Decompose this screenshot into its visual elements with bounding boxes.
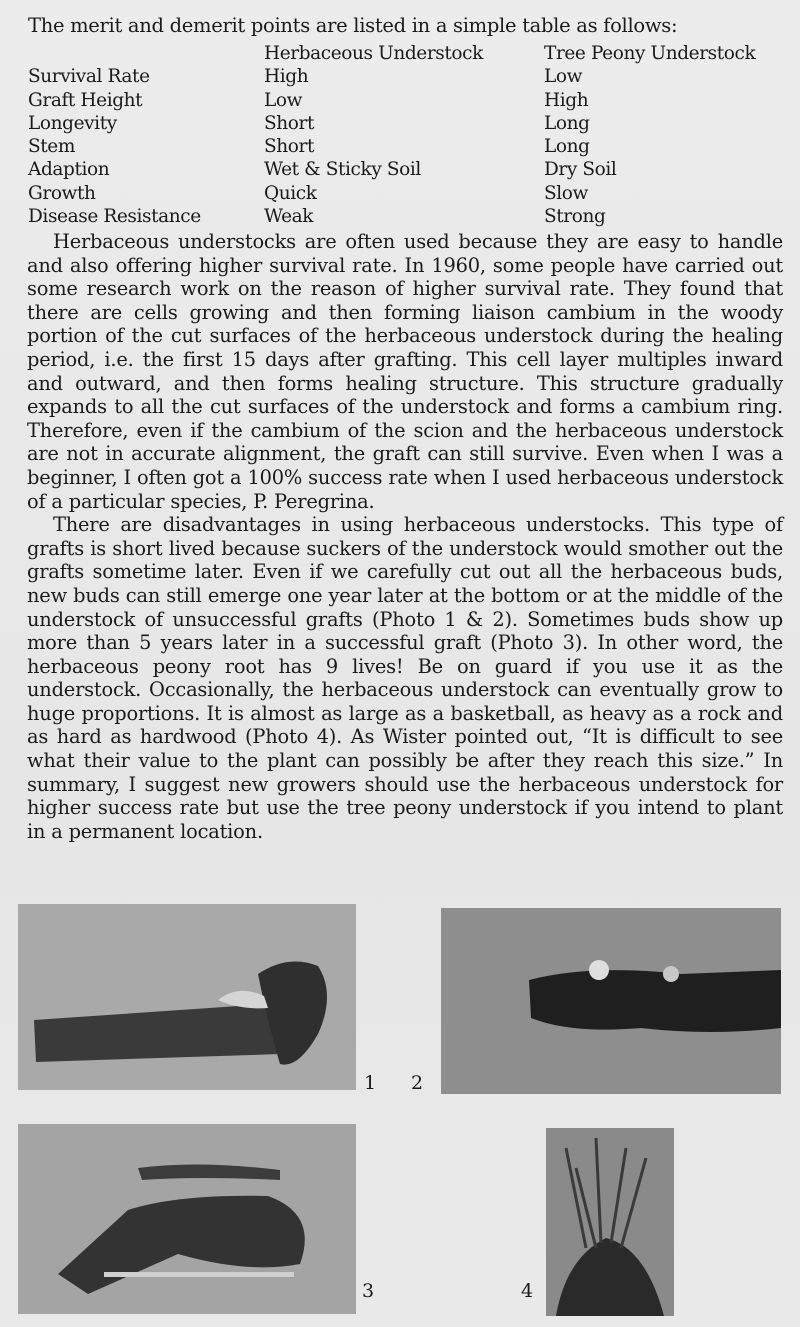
table-cell: Low (264, 89, 303, 111)
table-cell: Dry Soil (544, 159, 617, 181)
paragraph: Herbaceous understocks are often used because they are easy to handle and also offering higher survival rate. In 1960, some people have carried out some research work on the reason of higher survival rate. They found that there are cells growing and then forming liaison cambium in the woody portion of the cut surfaces of the herbaceous understock during the healing period, i.e. the first 15 days after grafting. This cell layer multiples inward and outward, and then forms healing structure. This structure gradually expands to all the cut surfaces of the understock and forms a cambium ring. Therefore, even if the cambium of the scion and the herbaceous understock are not in accurate alignment, the graft can still survive. Even when I was a beginner, I often got a 100% success rate when I used herbaceous understock of a particular species, P. Peregrina. (27, 230, 783, 513)
table-row (28, 135, 784, 158)
table-cell: Growth (28, 182, 96, 204)
table-cell: Slow (544, 182, 588, 204)
photo-4-caption: 4 (521, 1280, 534, 1302)
table-row (28, 89, 784, 112)
table-cell: Strong (544, 206, 606, 228)
table-cell: Adaption (28, 159, 110, 181)
paragraph: There are disadvantages in using herbaceous understocks. This type of grafts is short lived because suckers of the understock would smother out the grafts sometime later. Even if we carefully cut out all the herbaceous buds, new buds can still emerge one year later at the bottom or at the middle of the understock of unsuccessful grafts (Photo 1 & 2). Sometimes buds show up more than 5 years later in a successful graft (Photo 3). In other word, the herbaceous peony root has 9 lives! Be on guard if you use it as the understock. Occasionally, the herbaceous understock can eventually grow to huge proportions. It is almost as large as a basketball, as heavy as a rock and as hard as hardwood (Photo 4). As Wister pointed out, “It is difficult to see what their value to the plant can possibly be after they reach this size.” In summary, I suggest new growers should use the herbaceous understock for higher success rate but use the tree peony understock if you intend to plant in a permanent location. (27, 513, 783, 843)
table-cell: Short (264, 112, 315, 134)
photo-3-image (18, 1124, 356, 1314)
photo-4 (546, 1128, 674, 1316)
photo-1-caption: 1 (364, 1072, 377, 1094)
table-row (28, 112, 784, 135)
table-header-cell: Herbaceous Understock (264, 43, 483, 64)
table-cell: Graft Height (28, 89, 143, 111)
photo-1-image (18, 904, 356, 1090)
table-cell: Weak (264, 206, 314, 228)
merit-demerit-table (28, 42, 784, 228)
intro-sentence: The merit and demerit points are listed in a simple table as follows: (28, 14, 678, 37)
table-cell: Wet & Sticky Soil (264, 159, 421, 181)
table-cell: High (544, 89, 589, 111)
table-row (28, 65, 784, 88)
photo-3-caption: 3 (362, 1280, 375, 1302)
table-cell: Survival Rate (28, 66, 150, 88)
table-cell: Stem (28, 136, 75, 158)
table-row (28, 205, 784, 228)
table-row (28, 158, 784, 181)
photo-3 (18, 1124, 356, 1314)
table-cell: High (264, 66, 309, 88)
table-row (28, 182, 784, 205)
photo-1 (18, 904, 356, 1090)
table-header-cell: Tree Peony Understock (544, 43, 756, 64)
photo-2-image (441, 908, 781, 1094)
body-text (27, 230, 783, 843)
table-cell: Disease Resistance (28, 206, 201, 228)
photo-4-image (546, 1128, 674, 1316)
table-cell: Long (544, 136, 590, 158)
photo-2-caption: 2 (411, 1072, 424, 1094)
table-header-row (28, 42, 784, 65)
table-header-cell (28, 42, 264, 65)
table-cell: Quick (264, 182, 317, 204)
table-cell: Longevity (28, 112, 117, 134)
table-cell: Short (264, 136, 315, 158)
table-cell: Long (544, 112, 590, 134)
photo-2 (441, 908, 781, 1094)
table-cell: Low (544, 66, 583, 88)
